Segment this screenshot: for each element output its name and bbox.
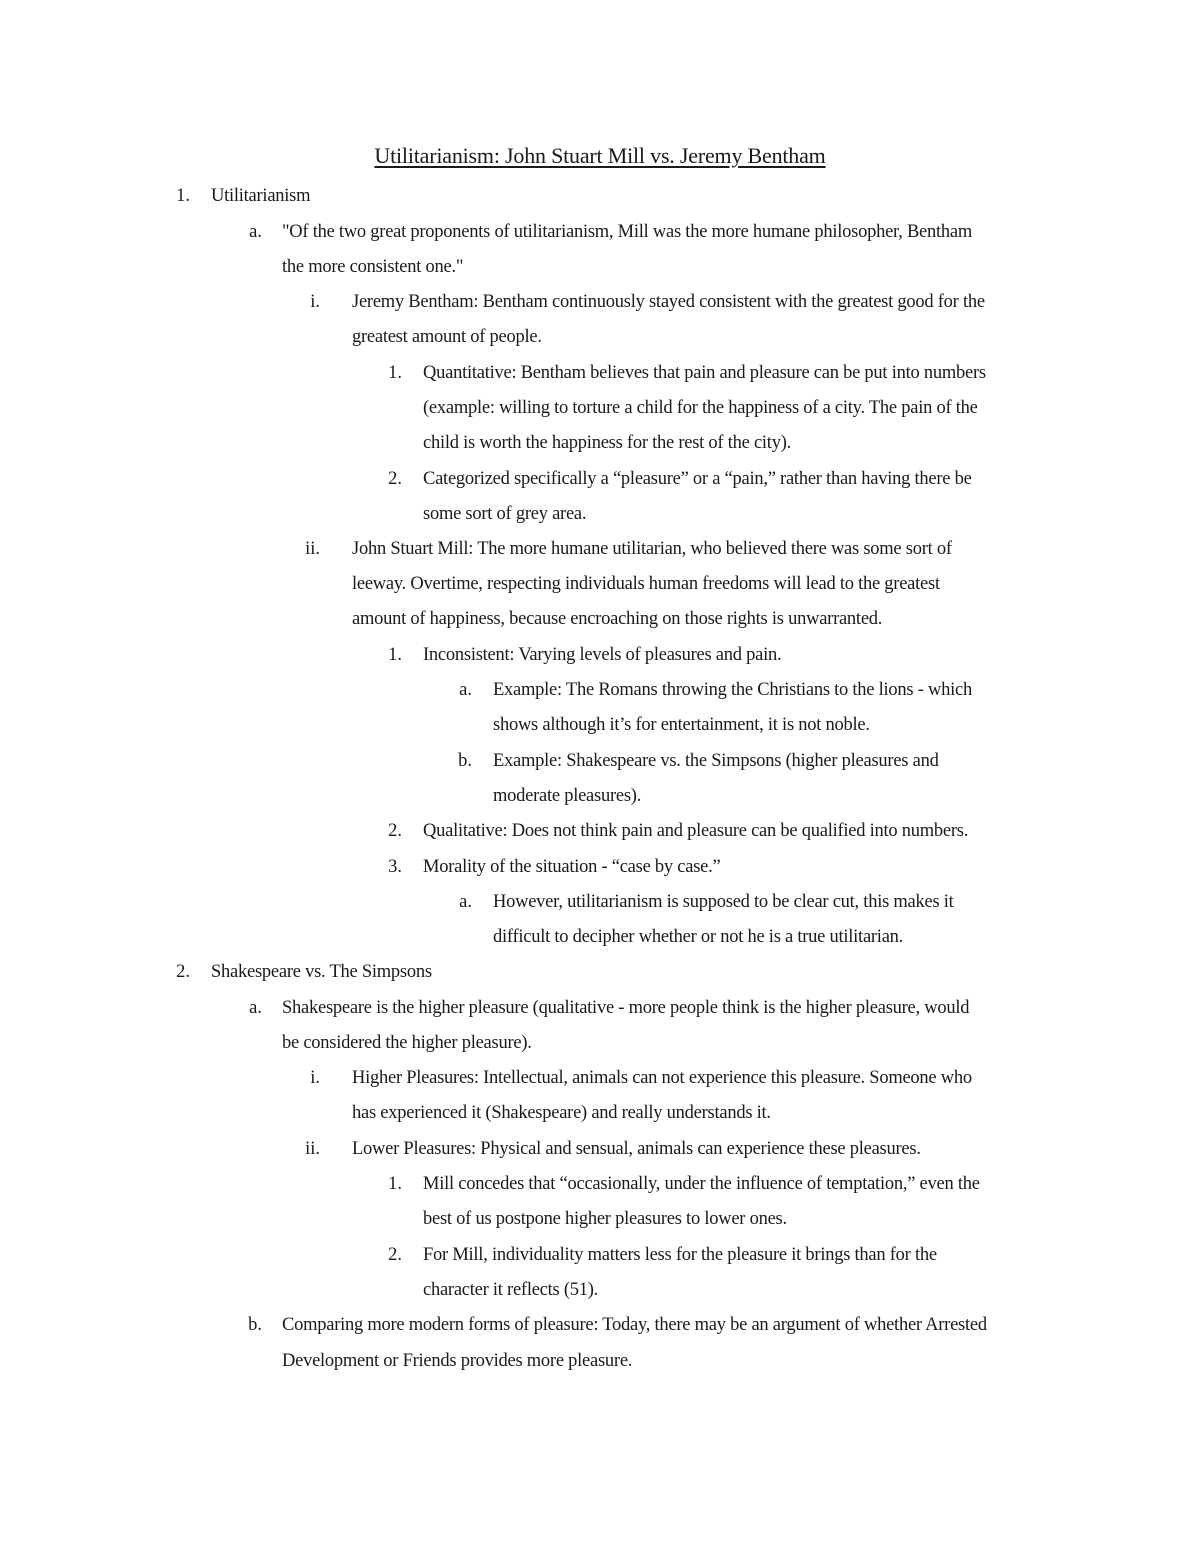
list-marker: 1.: [388, 645, 402, 665]
outline-line: Lower Pleasures: Physical and sensual, animals can experience these pleasures.: [352, 1139, 921, 1159]
list-marker: i.: [310, 1068, 320, 1088]
outline-line: has experienced it (Shakespeare) and really understands it.: [352, 1103, 771, 1123]
list-marker: 1.: [388, 363, 402, 383]
list-marker: ii.: [305, 539, 320, 559]
outline-line: best of us postpone higher pleasures to lower ones.: [423, 1209, 787, 1229]
outline-line: moderate pleasures).: [493, 786, 642, 806]
list-marker: ii.: [305, 1139, 320, 1159]
list-marker: a.: [459, 892, 472, 912]
outline-line: Utilitarianism: [211, 186, 311, 206]
list-marker: 2.: [388, 1245, 402, 1265]
outline-line: John Stuart Mill: The more humane utilitarian, who believed there was some sort of: [352, 539, 952, 559]
outline-line: Comparing more modern forms of pleasure: Today, there may be an argument of whether Arrested: [282, 1315, 987, 1335]
outline-line: the more consistent one.": [282, 257, 464, 277]
outline-line: some sort of grey area.: [423, 504, 587, 524]
list-marker: 1.: [388, 1174, 402, 1194]
list-marker: b.: [458, 751, 472, 771]
outline-line: For Mill, individuality matters less for the pleasure it brings than for the: [423, 1245, 937, 1265]
list-marker: a.: [249, 222, 262, 242]
outline-line: Higher Pleasures: Intellectual, animals can not experience this pleasure. Someone who: [352, 1068, 972, 1088]
list-marker: b.: [248, 1315, 262, 1335]
outline-line: greatest amount of people.: [352, 327, 542, 347]
outline-line: Qualitative: Does not think pain and pleasure can be qualified into numbers.: [423, 821, 969, 841]
outline-line: be considered the higher pleasure).: [282, 1033, 532, 1053]
outline-line: Example: Shakespeare vs. the Simpsons (higher pleasures and: [493, 751, 939, 771]
list-marker: a.: [249, 998, 262, 1018]
outline-line: child is worth the happiness for the rest of the city).: [423, 433, 791, 453]
outline-line: "Of the two great proponents of utilitarianism, Mill was the more humane philosopher, Bentham: [282, 222, 973, 242]
outline-line: Example: The Romans throwing the Christians to the lions - which: [493, 680, 972, 700]
outline-line: Development or Friends provides more pleasure.: [282, 1351, 633, 1371]
list-marker: 2.: [176, 962, 190, 982]
outline-line: Morality of the situation - “case by case.”: [423, 857, 721, 877]
document-title: Utilitarianism: John Stuart Mill vs. Jeremy Bentham: [374, 143, 826, 168]
outline-line: However, utilitarianism is supposed to be clear cut, this makes it: [493, 892, 954, 912]
outline-line: difficult to decipher whether or not he is a true utilitarian.: [493, 927, 904, 947]
outline-line: Jeremy Bentham: Bentham continuously stayed consistent with the greatest good for the: [352, 292, 985, 312]
outline-line: Quantitative: Bentham believes that pain and pleasure can be put into numbers: [423, 363, 986, 383]
list-marker: 1.: [176, 186, 190, 206]
outline-line: (example: willing to torture a child for the happiness of a city. The pain of the: [423, 398, 978, 418]
list-marker: 3.: [388, 857, 402, 877]
outline-line: Shakespeare is the higher pleasure (qualitative - more people think is the higher pleasure, would: [282, 998, 970, 1018]
outline-line: amount of happiness, because encroaching on those rights is unwarranted.: [352, 609, 883, 629]
list-marker: 2.: [388, 469, 402, 489]
outline-line: Mill concedes that “occasionally, under the influence of temptation,” even the: [423, 1174, 980, 1194]
list-marker: i.: [310, 292, 320, 312]
outline-line: Shakespeare vs. The Simpsons: [211, 962, 432, 982]
list-marker: 2.: [388, 821, 402, 841]
outline-line: Inconsistent: Varying levels of pleasures and pain.: [423, 645, 782, 665]
outline-line: Categorized specifically a “pleasure” or a “pain,” rather than having there be: [423, 469, 972, 489]
outline-line: character it reflects (51).: [423, 1280, 599, 1300]
list-marker: a.: [459, 680, 472, 700]
outline-line: shows although it’s for entertainment, it is not noble.: [493, 715, 870, 735]
outline-line: leeway. Overtime, respecting individuals human freedoms will lead to the greatest: [352, 574, 940, 594]
